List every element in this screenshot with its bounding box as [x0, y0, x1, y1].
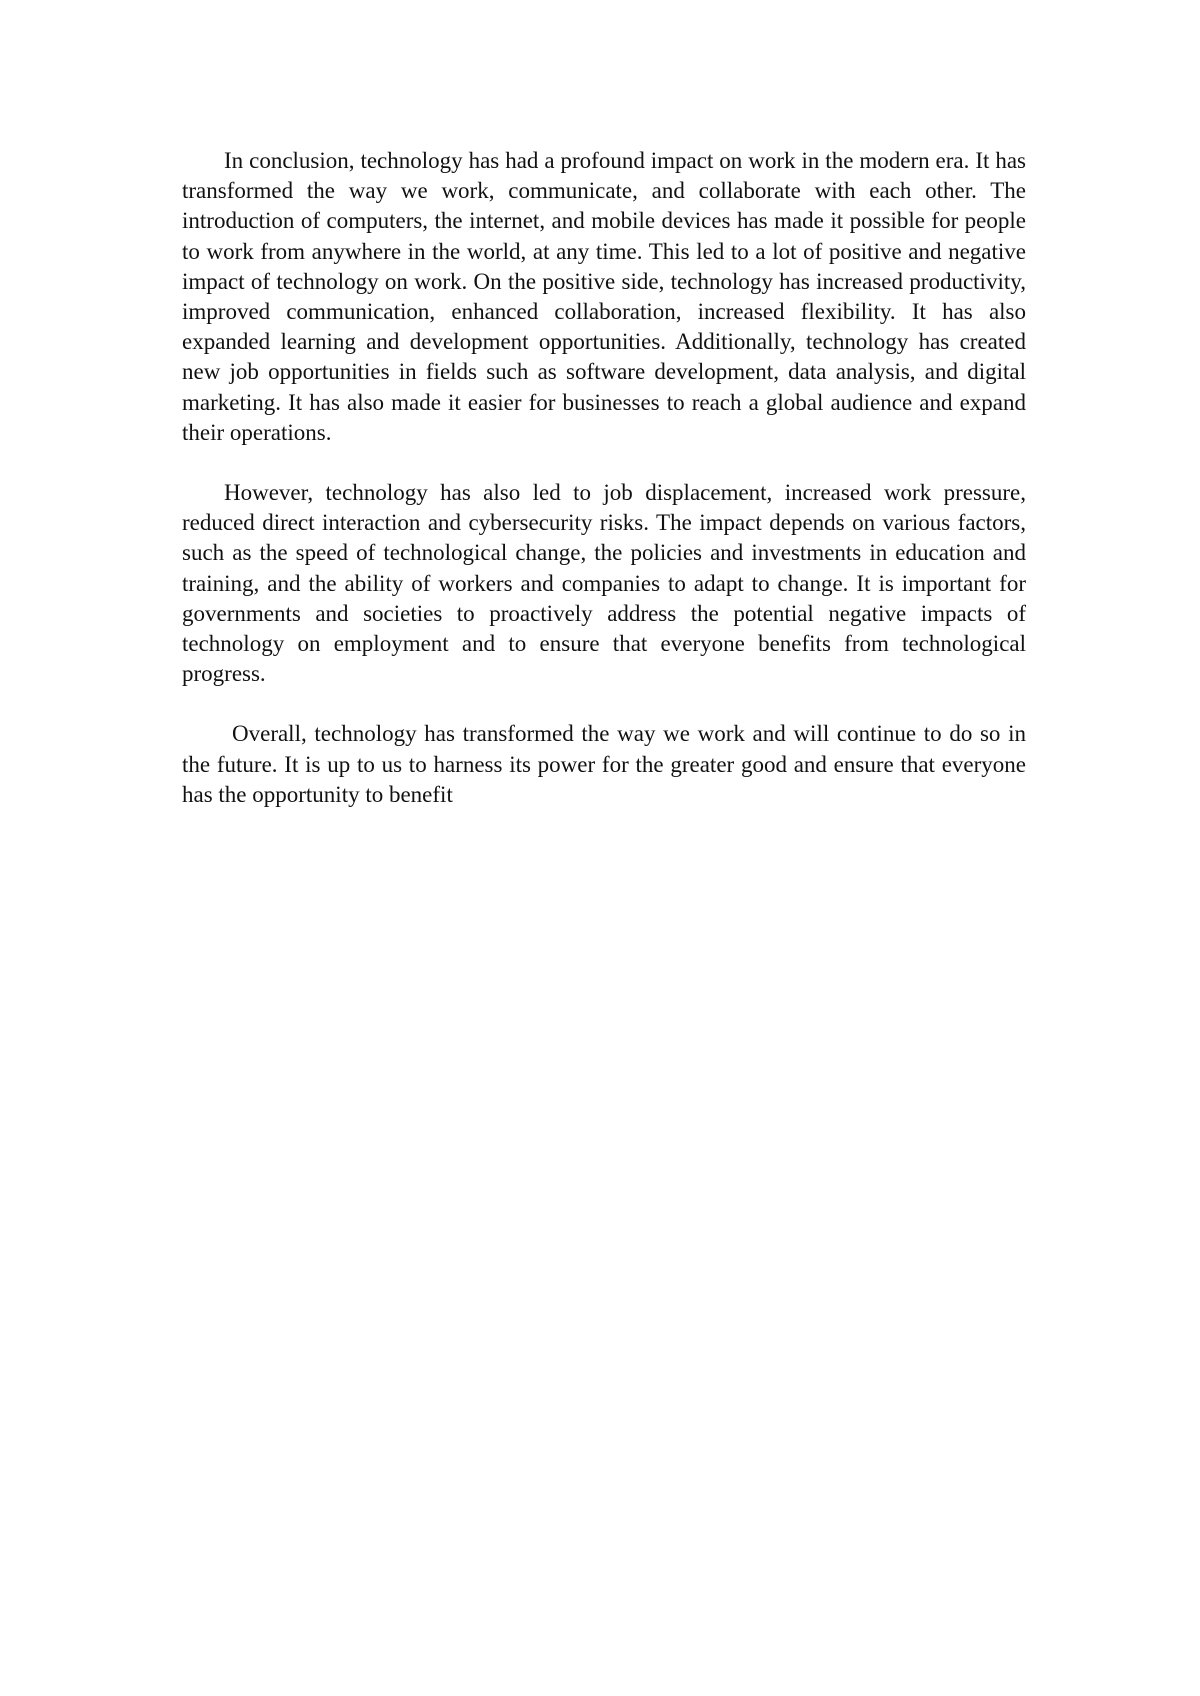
paragraph-however: However, technology has also led to job displacement, increased work pressure, reduced direct interaction and cybersecurity risks. The impact depends on various factors, such as the speed of technological change, the policies and investments in education and training, and the ability of workers and companies to adapt to change. It is important for governments and societies to proactively address the potential negative impacts of technology on employment and to ensure that everyone benefits from technological progress.	[182, 480, 1026, 687]
paragraph-overall: Overall, technology has transformed the way we work and will continue to do so in the future. It is up to us to harness its power for the greater good and ensure that everyone has the opportunity to benefit	[182, 721, 1026, 807]
body-text	[182, 146, 1026, 810]
paragraph-conclusion: In conclusion, technology has had a profound impact on work in the modern era. It has transformed the way we work, communicate, and collaborate with each other. The introduction of computers, the internet, and mobile devices has made it possible for people to work from anywhere in the world, at any time. This led to a lot of positive and negative impact of technology on work. On the positive side, technology has increased productivity, improved communication, enhanced collaboration, increased flexibility. It has also expanded learning and development opportunities. Additionally, technology has created new job opportunities in fields such as software development, data analysis, and digital marketing. It has also made it easier for businesses to reach a global audience and expand their operations.	[182, 148, 1026, 445]
